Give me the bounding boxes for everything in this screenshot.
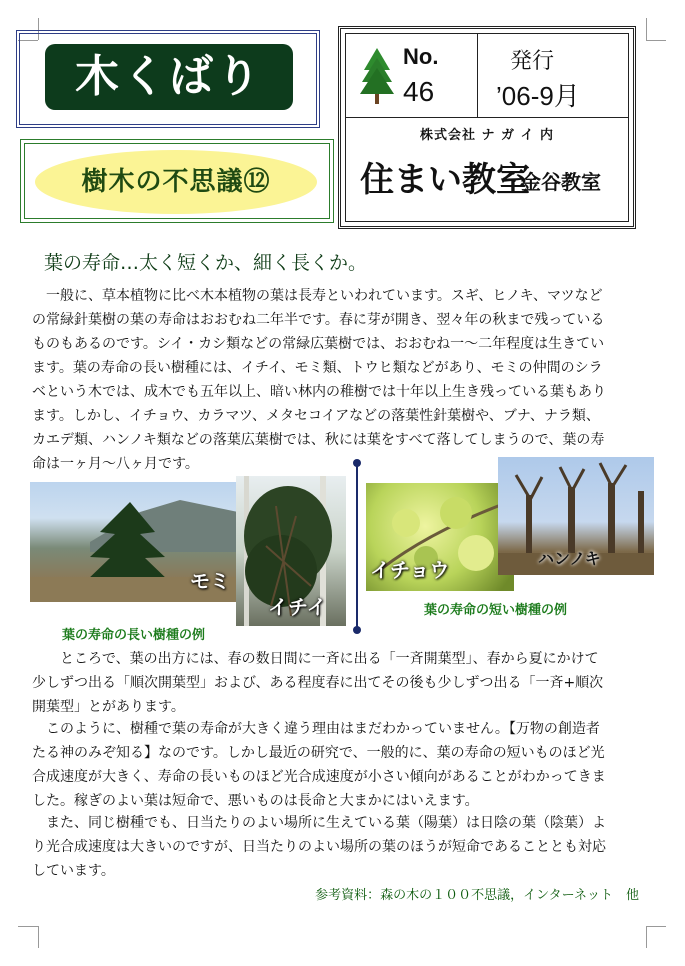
momi-photo bbox=[30, 482, 238, 602]
text-line: ベという木では、成木でも五年以上、暗い林内の稚樹では十年以上生き残っている葉もあり bbox=[32, 384, 606, 400]
school-name: 住まい教室 bbox=[360, 160, 530, 200]
newsletter-title: 木くばり bbox=[45, 44, 293, 110]
text-line: たる神のみぞ知る】なのです。しかし最近の研究で、一般的に、葉の寿命の短いものほど光 bbox=[32, 745, 605, 761]
newsletter-title-box bbox=[16, 30, 320, 128]
text-line: 開葉型」とがあります。 bbox=[32, 699, 185, 715]
caption-short-lived: 葉の寿命の短い樹種の例 bbox=[424, 603, 568, 618]
text-line: また、同じ樹種でも、日当たりのよい場所に生えている葉（陽葉）は日陰の葉（陰葉）よ bbox=[32, 815, 606, 831]
text-line: ところで、葉の出方には、春の数日間に一斉に出る「一斉開葉型」、春から夏にかけて bbox=[32, 651, 599, 667]
icho-photo bbox=[366, 483, 514, 591]
issue-number: 46 bbox=[403, 76, 435, 107]
reference-note: 参考資料：森の木の１００不思議，インターネット 他 bbox=[315, 888, 639, 903]
series-box bbox=[20, 139, 334, 223]
issue-date: ’06-9月 bbox=[496, 81, 580, 111]
hannoki-label: ハンノキ bbox=[538, 549, 601, 568]
divider-dot bbox=[353, 626, 361, 634]
hannoki-photo bbox=[498, 457, 654, 575]
caption-long-lived: 葉の寿命の長い樹種の例 bbox=[62, 628, 206, 643]
momi-label: モミ bbox=[190, 569, 230, 593]
paragraph-2 bbox=[32, 647, 652, 719]
divider-dot bbox=[353, 459, 361, 467]
text-line: 命は一ヶ月～八ヶ月です。 bbox=[32, 456, 199, 472]
school-branch: 金谷教室 bbox=[521, 170, 601, 194]
crop-mark bbox=[38, 926, 39, 948]
photo-divider bbox=[356, 462, 358, 630]
crop-mark bbox=[646, 926, 647, 948]
crop-mark bbox=[646, 926, 666, 927]
tree-icon bbox=[360, 46, 394, 106]
text-line: 一般に、草本植物に比べ木本植物の葉は長寿といわれています。スギ、ヒノキ、マツなど bbox=[32, 288, 603, 304]
paragraph-1 bbox=[32, 284, 652, 476]
divider bbox=[346, 117, 628, 118]
ichii-label: イチイ bbox=[268, 595, 327, 619]
paragraph-3 bbox=[32, 717, 652, 813]
text-line: 少しずつ出る「順次開葉型」および、ある程度春に出てその後も少しずつ出る「一斉+順次 bbox=[32, 675, 604, 691]
text-line: 合成速度が大きく、寿命の長いものほど光合成速度が小さい傾向があることがわかってきま bbox=[32, 769, 606, 785]
paragraph-4 bbox=[32, 811, 652, 883]
text-line: ものもあるのです。シイ・カシ類などの常緑広葉樹では、おおむね一～二年程度は生きてい bbox=[32, 336, 605, 352]
text-line: このように、樹種で葉の寿命が大きく違う理由はまだわかっていません。【万物の創造者 bbox=[32, 721, 600, 737]
crop-mark bbox=[646, 40, 666, 41]
series-title: 樹木の不思議⑫ bbox=[81, 167, 271, 197]
text-line: しています。 bbox=[32, 863, 115, 879]
issued-label: 発行 bbox=[510, 49, 555, 74]
divider bbox=[477, 34, 478, 117]
text-line: ます。しかし、イチョウ、カラマツ、メタセコイアなどの落葉性針葉樹や、ブナ、ナラ類、 bbox=[32, 408, 600, 424]
issue-number-label: No. bbox=[403, 44, 439, 69]
text-line: した。稼ぎのよい葉は短命で、悪いものは長命と大まかにはいえます。 bbox=[32, 793, 479, 809]
issue-box bbox=[338, 26, 636, 229]
icho-label: イチョウ bbox=[370, 558, 450, 582]
text-line: り光合成速度は大きいのですが、日当たりのよい場所の葉のほうが短命であることとも対応 bbox=[32, 839, 606, 855]
crop-mark bbox=[18, 926, 38, 927]
crop-mark bbox=[646, 18, 647, 40]
ichii-photo bbox=[236, 476, 346, 626]
text-line: ます。葉の寿命の長い樹種には、イチイ、モミ類、トウヒ類などがあり、モミの仲間のシラ bbox=[32, 360, 603, 376]
text-line: カエデ類、ハンノキ類などの落葉広葉樹では、秋には葉をすべて落してしまうので、葉の寿 bbox=[32, 432, 605, 448]
article-headline: 葉の寿命…太く短くか、細く長くか。 bbox=[44, 252, 368, 274]
company-name: 株式会社 ナ ガ イ 内 bbox=[419, 128, 555, 143]
text-line: の常緑針葉樹の葉の寿命はおおむね二年半です。春に芽が開き、翌々年の秋まで残っている bbox=[32, 312, 605, 328]
